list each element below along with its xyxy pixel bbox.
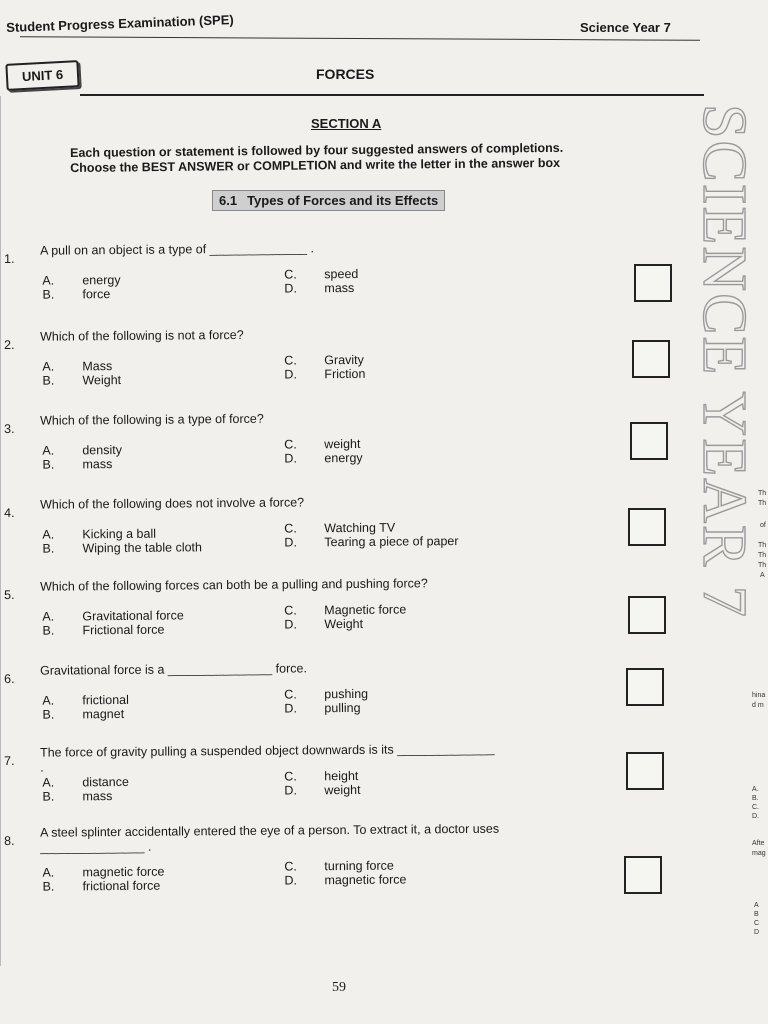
option-letter: B.	[42, 623, 55, 638]
option-text: frictional	[82, 692, 129, 708]
option-c	[284, 769, 358, 784]
option-letter: C.	[284, 267, 297, 282]
bleed-fragment: mag	[752, 850, 766, 857]
option-b	[42, 623, 164, 638]
option-letter: A.	[42, 273, 55, 288]
option-text: Tearing a piece of paper	[324, 534, 459, 550]
option-letter: B.	[42, 879, 55, 894]
option-text: force	[82, 287, 111, 302]
option-letter: A.	[42, 609, 55, 624]
exam-title: Student Progress Examination (SPE)	[6, 12, 234, 35]
option-a	[42, 693, 129, 708]
option-letter: D.	[284, 701, 297, 716]
bleed-fragment: C.	[752, 804, 759, 811]
option-text: pushing	[324, 686, 369, 702]
option-text: magnet	[82, 706, 125, 722]
option-c	[284, 353, 364, 368]
question-5	[4, 575, 625, 664]
option-text: turning force	[324, 858, 394, 874]
option-text: Friction	[324, 366, 366, 382]
bleed-fragment: C	[754, 920, 760, 927]
page-number: 59	[332, 980, 346, 995]
answer-box-1[interactable]	[634, 264, 672, 302]
option-a	[42, 865, 164, 880]
option-letter: C.	[284, 353, 297, 368]
option-c	[284, 521, 395, 536]
question-number: 1.	[4, 251, 15, 266]
header-divider	[20, 36, 700, 41]
option-d	[284, 451, 362, 466]
option-text: energy	[82, 272, 121, 288]
option-text: mass	[82, 789, 113, 804]
option-b	[42, 373, 121, 388]
subject-label: Science Year 7	[580, 20, 671, 35]
option-letter: B.	[42, 541, 55, 556]
bleed-fragment: Th	[758, 562, 767, 569]
question-8	[4, 821, 625, 910]
bleed-fragment: B	[754, 911, 759, 918]
option-b	[42, 789, 112, 804]
option-d	[284, 783, 360, 798]
option-letter: B.	[42, 373, 55, 388]
option-a	[42, 775, 129, 790]
option-text: frictional force	[82, 878, 161, 894]
option-b	[42, 707, 124, 722]
question-number: 7.	[4, 753, 15, 768]
option-b	[42, 540, 202, 555]
option-text: height	[324, 768, 359, 784]
option-letter: A.	[42, 527, 55, 542]
question-4	[4, 493, 625, 582]
question-text: A pull on an object is a type of ______________ .	[39, 241, 314, 258]
answer-box-8[interactable]	[624, 856, 662, 894]
option-c	[284, 602, 406, 617]
option-a	[42, 359, 112, 374]
option-letter: A.	[42, 443, 55, 458]
option-c	[284, 267, 358, 282]
option-c	[284, 859, 394, 874]
option-b	[42, 287, 110, 302]
question-1	[4, 239, 625, 328]
question-text: Which of the following is a type of force?	[39, 411, 264, 428]
question-2	[4, 325, 625, 414]
option-letter: C.	[284, 603, 297, 618]
option-text: weight	[324, 436, 361, 452]
left-margin-line	[0, 96, 1, 966]
option-d	[284, 367, 365, 382]
option-letter: D.	[284, 281, 297, 296]
option-text: Frictional force	[82, 622, 165, 638]
option-text: speed	[324, 266, 359, 282]
question-number: 4.	[4, 505, 15, 520]
bleed-fragment: Th	[758, 552, 767, 559]
instructions-line-2: Choose the BEST ANSWER or COMPLETION and write the letter in the answer box	[70, 155, 561, 175]
option-text: Mass	[82, 359, 113, 374]
question-text: A steel splinter accidentally entered the eye of a person. To extract it, a doctor uses _______________ .	[39, 821, 500, 855]
answer-box-7[interactable]	[626, 752, 664, 790]
unit-title: FORCES	[316, 66, 375, 82]
question-number: 2.	[4, 337, 15, 352]
option-a	[42, 273, 120, 288]
question-7	[4, 741, 625, 830]
option-letter: C.	[284, 521, 297, 536]
option-c	[284, 687, 368, 702]
watermark-text: SCIENCE YEAR 7	[690, 104, 758, 619]
option-d	[284, 872, 406, 887]
option-letter: B.	[42, 789, 55, 804]
question-number: 3.	[4, 421, 15, 436]
topic-heading	[212, 190, 445, 211]
bleed-fragment: hina	[752, 692, 766, 699]
option-b	[42, 457, 112, 472]
option-d	[284, 281, 354, 296]
bleed-fragment: A	[760, 572, 765, 579]
bleed-fragment: Afte	[752, 840, 765, 847]
option-text: distance	[82, 774, 129, 790]
option-letter: D.	[284, 367, 297, 382]
option-d	[284, 701, 360, 716]
option-text: energy	[324, 450, 363, 466]
option-letter: C.	[284, 859, 297, 874]
option-a	[42, 608, 184, 623]
option-text: Kicking a ball	[82, 526, 157, 542]
answer-box-2[interactable]	[632, 340, 670, 378]
option-letter: C.	[284, 437, 297, 452]
option-letter: D.	[284, 451, 297, 466]
option-text: Weight	[82, 372, 122, 388]
question-text: The force of gravity pulling a suspended object downwards is its ______________ .	[39, 741, 495, 775]
instructions-line-1: Each question or statement is followed by four suggested answers of completions.	[70, 140, 564, 160]
option-text: magnetic force	[82, 864, 165, 880]
option-letter: A.	[42, 359, 55, 374]
bleed-fragment: Th	[758, 500, 767, 507]
bleed-fragment: A	[754, 902, 759, 909]
option-letter: A.	[42, 693, 55, 708]
question-text: Which of the following forces can both be a pulling and pushing force?	[39, 576, 428, 594]
option-text: pulling	[324, 700, 361, 716]
option-text: Gravity	[324, 352, 364, 368]
question-text: Which of the following is not a force?	[39, 327, 244, 344]
answer-box-6[interactable]	[626, 668, 664, 706]
option-text: Gravitational force	[82, 608, 184, 624]
option-letter: C.	[284, 769, 297, 784]
question-6	[4, 659, 625, 748]
bleed-fragment: Th	[758, 490, 767, 497]
option-c	[284, 437, 360, 452]
option-letter: D.	[284, 783, 297, 798]
option-text: mass	[82, 457, 113, 472]
option-letter: A.	[42, 865, 55, 880]
option-letter: D.	[284, 873, 298, 888]
option-text: density	[82, 442, 122, 458]
bleed-fragment: Th	[758, 542, 767, 549]
bleed-fragment: of	[760, 522, 766, 529]
bleed-fragment: D.	[752, 813, 759, 820]
option-text: mass	[324, 280, 355, 296]
question-3	[4, 409, 625, 498]
question-number: 6.	[4, 671, 15, 686]
answer-box-4[interactable]	[628, 508, 666, 546]
bleed-fragment: D	[754, 929, 760, 936]
option-a	[42, 443, 122, 458]
unit-badge: UNIT 6	[5, 60, 79, 91]
question-number: 5.	[4, 587, 15, 602]
option-letter: B.	[42, 457, 55, 472]
question-text: Which of the following does not involve a force?	[39, 495, 305, 512]
option-letter: D.	[284, 617, 297, 632]
option-text: Watching TV	[324, 520, 396, 536]
bleed-fragment: d m	[752, 702, 764, 709]
question-number: 8.	[4, 833, 15, 848]
topic-number: 6.1	[219, 193, 238, 208]
option-a	[42, 527, 156, 542]
instructions	[70, 140, 650, 176]
answer-box-3[interactable]	[630, 422, 668, 460]
topic-title: Types of Forces and its Effects	[247, 193, 439, 208]
option-letter: A.	[42, 775, 55, 790]
bleed-fragment: B.	[752, 795, 759, 802]
option-text: Weight	[324, 616, 364, 632]
answer-box-5[interactable]	[628, 596, 666, 634]
option-letter: B.	[42, 287, 55, 302]
option-text: Magnetic force	[324, 602, 407, 618]
question-text: Gravitational force is a _______________ force.	[39, 661, 307, 678]
option-text: Wiping the table cloth	[82, 540, 203, 556]
option-d	[284, 617, 363, 632]
option-letter: C.	[284, 687, 297, 702]
option-text: weight	[324, 782, 361, 798]
option-letter: D.	[284, 535, 297, 550]
title-divider	[80, 94, 704, 96]
option-b	[42, 879, 160, 894]
bleed-fragment: A.	[752, 786, 759, 793]
option-letter: B.	[42, 707, 55, 722]
option-d	[284, 534, 458, 550]
option-text: magnetic force	[324, 872, 407, 888]
section-title: SECTION A	[311, 116, 382, 131]
